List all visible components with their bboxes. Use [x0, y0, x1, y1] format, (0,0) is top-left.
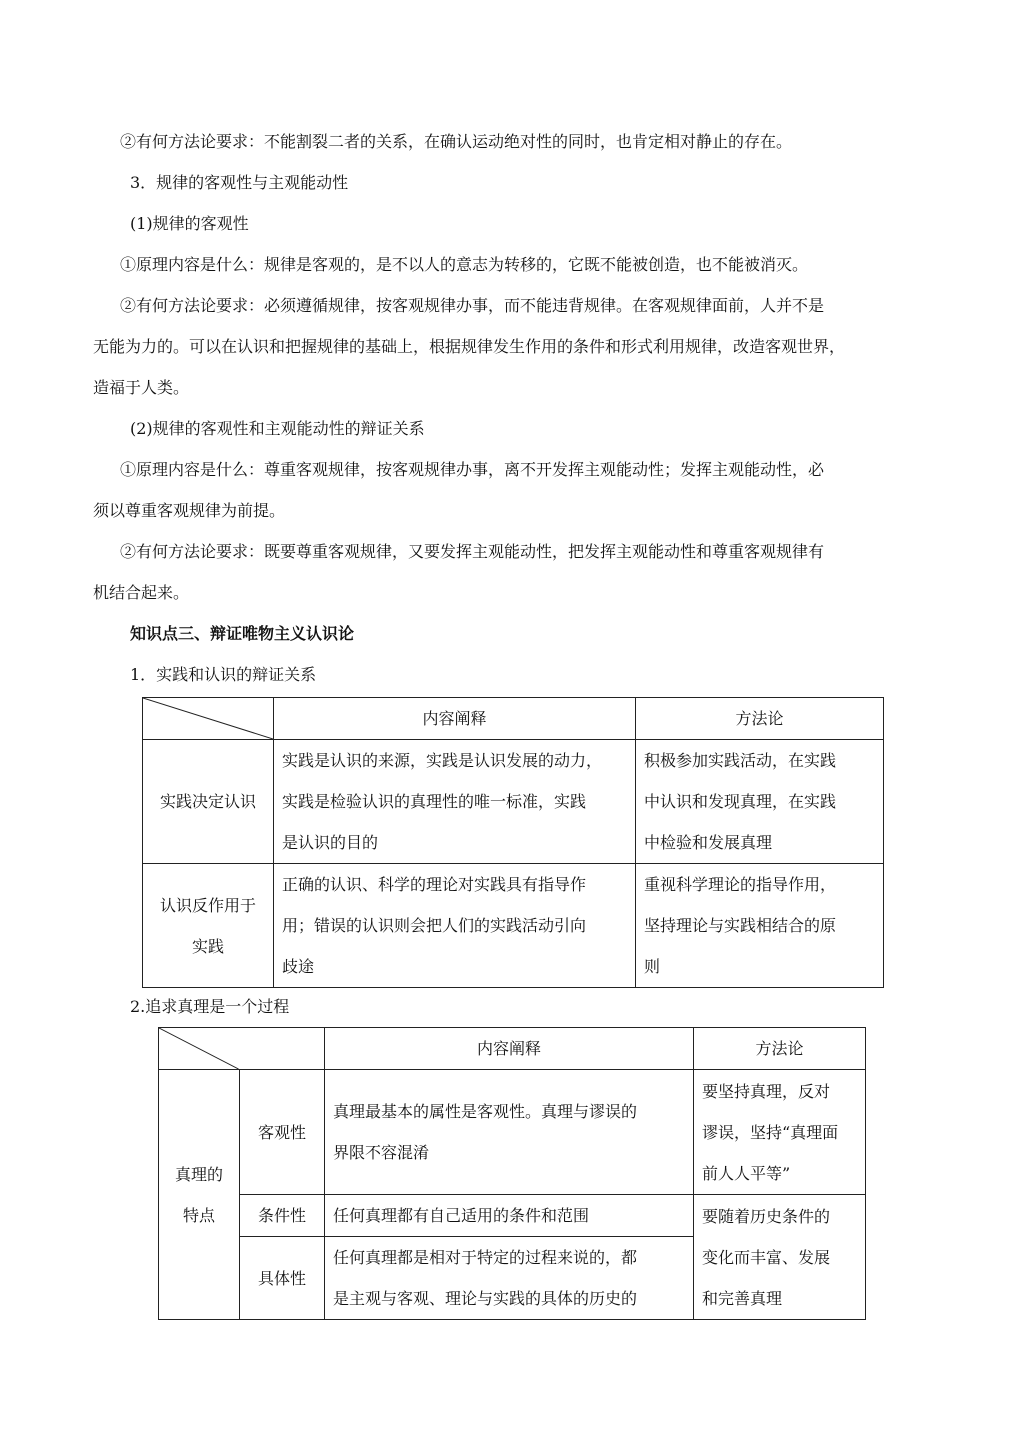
paragraph: ①原理内容是什么：规律是客观的，是不以人的意志为转移的，它既不能被创造，也不能被消灭。 [120, 255, 809, 274]
row-label: 具体性 [240, 1237, 325, 1320]
row-content: 任何真理都是相对于特定的过程来说的，都 是主观与客观、理论与实践的具体的历史的 [325, 1237, 694, 1320]
row-method: 积极参加实践活动，在实践 中认识和发现真理，在实践 中检验和发展真理 [636, 740, 884, 864]
section-title: 知识点三、辩证唯物主义认识论 [130, 624, 355, 643]
paragraph-cont: 须以尊重客观规律为前提。 [93, 501, 286, 520]
diagonal-header-cell [159, 1028, 325, 1070]
row-label: 认识反作用于 实践 [143, 864, 274, 988]
diagonal-header-cell [143, 698, 274, 740]
header-content: 内容阐释 [274, 698, 636, 740]
paragraph-cont: 无能为力的。可以在认识和把握规律的基础上，根据规律发生作用的条件和形式利用规律，改造客观世界， [93, 337, 846, 356]
practice-cognition-table [142, 697, 884, 988]
group-label: 真理的 特点 [159, 1070, 240, 1320]
row-method: 重视科学理论的指导作用， 坚持理论与实践相结合的原 则 [636, 864, 884, 988]
row-label: 条件性 [240, 1195, 325, 1237]
row-content: 正确的认识、科学的理论对实践具有指导作 用；错误的认识则会把人们的实践活动引向 歧途 [274, 864, 636, 988]
paragraph-cont: 机结合起来。 [93, 583, 190, 602]
table1-caption: 1．实践和认识的辩证关系 [130, 665, 317, 684]
paragraph-cont: 造福于人类。 [93, 378, 190, 397]
truth-process-table [158, 1027, 866, 1320]
table2-caption: 2.追求真理是一个过程 [130, 997, 290, 1016]
row-content: 任何真理都有自己适用的条件和范围 [325, 1195, 694, 1237]
subheading-2: (2)规律的客观性和主观能动性的辩证关系 [130, 419, 425, 438]
paragraph: ②有何方法论要求：既要尊重客观规律，又要发挥主观能动性，把发挥主观能动性和尊重客观规律有 [120, 542, 825, 561]
row-content: 真理最基本的属性是客观性。真理与谬误的 界限不容混淆 [325, 1070, 694, 1195]
header-method: 方法论 [636, 698, 884, 740]
paragraph: ②有何方法论要求：必须遵循规律，按客观规律办事，而不能违背规律。在客观规律面前，人并不是 [120, 296, 825, 315]
row-content: 实践是认识的来源，实践是认识发展的动力， 实践是检验认识的真理性的唯一标准，实践 是认识的目的 [274, 740, 636, 864]
header-content: 内容阐释 [325, 1028, 694, 1070]
paragraph: ②有何方法论要求：不能割裂二者的关系，在确认运动绝对性的同时，也肯定相对静止的存在。 [120, 132, 793, 151]
row-label: 实践决定认识 [143, 740, 274, 864]
row-label: 客观性 [240, 1070, 325, 1195]
header-method: 方法论 [694, 1028, 866, 1070]
row-method: 要坚持真理，反对 谬误，坚持“真理面 前人人平等” [694, 1070, 866, 1195]
paragraph: ①原理内容是什么：尊重客观规律，按客观规律办事，离不开发挥主观能动性；发挥主观能动性，必 [120, 460, 825, 479]
heading-3: 3．规律的客观性与主观能动性 [130, 173, 349, 192]
row-method-shared: 要随着历史条件的 变化而丰富、发展 和完善真理 [694, 1195, 866, 1320]
subheading-1: (1)规律的客观性 [130, 214, 249, 233]
